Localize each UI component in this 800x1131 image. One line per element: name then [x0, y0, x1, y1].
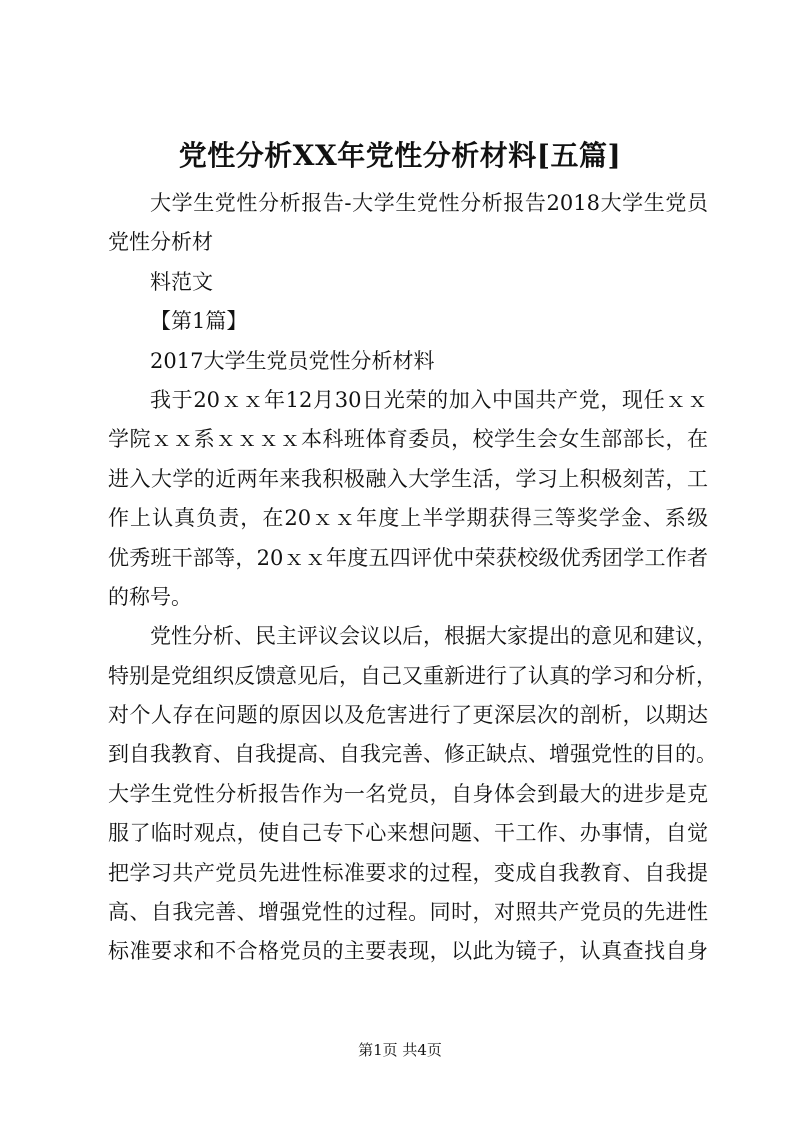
page-footer: 第1页 共4页: [358, 1041, 442, 1059]
text-line: 大学生党性分析报告-大学生党性分析报告2018大学生党员: [150, 191, 708, 215]
text-line: 高、自我完善、增强党性的过程。同时，对照共产党员的先进性: [108, 900, 708, 925]
document-title: 党性分析XX年党性分析材料[五篇]: [178, 139, 622, 172]
text-line: 到自我教育、自我提高、自我完善、修正缺点、增强党性的目的。: [108, 742, 717, 767]
text-line: 作上认真负责，在20ｘｘ年度上半学期获得三等奖学金、系级: [108, 506, 708, 531]
text-line: 标准要求和不合格党员的主要表现，以此为镜子，认真查找自身: [108, 939, 708, 964]
text-line: 优秀班干部等，20ｘｘ年度五四评优中荣获校级优秀团学工作者: [108, 545, 708, 570]
article-heading: 2017大学生党员党性分析材料: [150, 348, 435, 373]
text-line: 大学生党性分析报告作为一名党员，自身体会到最大的进步是克: [108, 781, 708, 806]
text-line: 把学习共产党员先进性标准要求的过程，变成自我教育、自我提: [108, 860, 708, 885]
text-line: 我于20ｘｘ年12月30日光荣的加入中国共产党，现任ｘｘ: [150, 387, 708, 412]
text-line: 的称号。: [108, 584, 192, 609]
text-line: 党性分析材: [108, 230, 213, 255]
text-line: 服了临时观点，使自己专下心来想问题、干工作、办事情，自觉: [108, 821, 708, 846]
text-line: 对个人存在问题的原因以及危害进行了更深层次的剖析，以期达: [108, 703, 708, 728]
text-line: 学院ｘｘ系ｘｘｘｘ本科班体育委员，校学生会女生部部长，在: [108, 427, 708, 452]
text-line: 党性分析、民主评议会议以后，根据大家提出的意见和建议，: [150, 624, 717, 649]
text-line: 特别是党组织反馈意见后，自己又重新进行了认真的学习和分析，: [108, 663, 717, 688]
text-line: 料范文: [150, 269, 213, 294]
document-body: [108, 184, 717, 972]
section-heading: 【第1篇】: [150, 309, 248, 334]
text-line: 进入大学的近两年来我积极融入大学生活，学习上积极刻苦，工: [108, 466, 708, 491]
